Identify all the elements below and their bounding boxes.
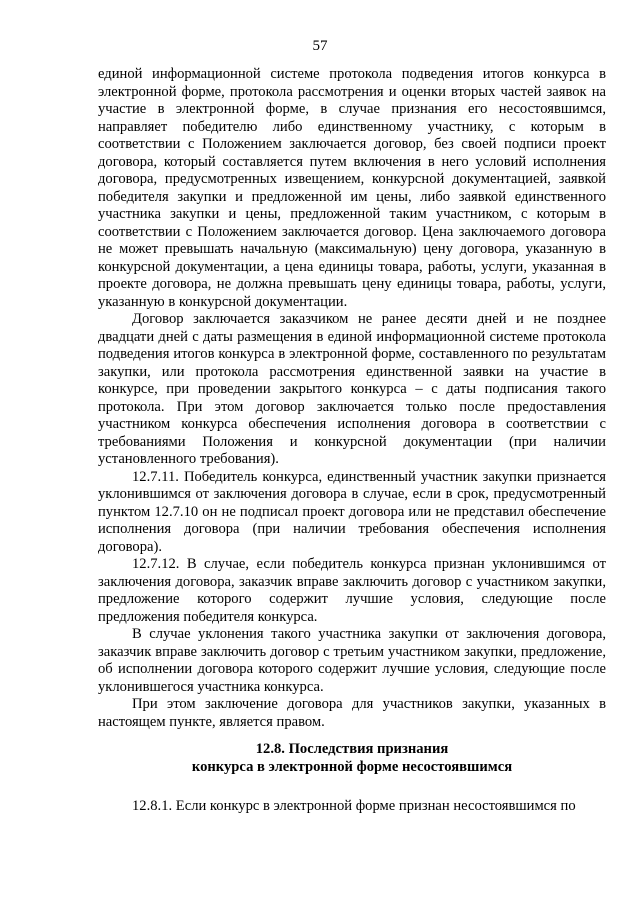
clause-number: 12.8.1. xyxy=(132,798,173,814)
clause-text: Если конкурс в электронной форме признан несостоявшимся по xyxy=(175,798,576,814)
paragraph-right-note: При этом заключение договора для участников закупки, указанных в настоящем пункте, является правом. xyxy=(98,696,606,730)
section-heading-line-1: 12.8. Последствия признания xyxy=(255,741,449,757)
paragraph-12-7-11 xyxy=(98,469,606,557)
section-heading xyxy=(98,741,606,776)
paragraph-12-7-12 xyxy=(98,556,606,626)
section-heading-line-2: конкурса в электронной форме несостоявшимся xyxy=(191,758,513,775)
page-number: 57 xyxy=(312,38,328,54)
clause-number: 12.7.12. xyxy=(132,556,180,572)
paragraph-third-participant: В случае уклонения такого участника закупки от заключения договора, заказчик вправе заключить договор с третьим участником закупки, предложение, об исполнении договора которого содержит лучшие условия, следующие после уклонившегося участника конкурса. xyxy=(98,626,606,695)
paragraph-contract-timing: Договор заключается заказчиком не ранее десяти дней и не позднее двадцати дней с даты размещения в единой информационной системе протокола подведения итогов конкурса в электронной форме, составленного по результатам закупки, или протокола рассмотрения единственной заявки на участие в конкурсе, при проведении закрытого конкурса – с даты подписания такого протокола. При этом договор заключается только после предоставления участником конкурса обеспечения исполнения договора в соответствии с требованиями Положения и конкурсной документации (при наличии установленного требования). xyxy=(98,311,606,467)
paragraph-contract-procedure: единой информационной системе протокола подведения итогов конкурса в электронной форме, протокола рассмотрения и оценки вторых частей заявок на участие в электронной форме, в случае признания его несостоявшимся, направляет победителю либо единственному участнику, с которым в соответствии с Положением заключается договор, без своей подписи проект договора, который составляется путем включения в него условий исполнения договора, предусмотренных извещением, конкурсной документацией, заявкой победителя закупки и предложенной им цены, либо заявкой единственного участника закупки и цены, предложенной таким участником, с которым в соответствии с Положением заключается договор. Цена заключаемого договора не может превышать начальную (максимальную) цену договора, указанную в конкурсной документации, а цена единицы товара, работы, услуги, указанная в проекте договора, не должна превышать цену единицы товара, работы, услуги, указанную в конкурсной документации. xyxy=(98,66,606,310)
document-body xyxy=(98,66,606,816)
clause-text: Победитель конкурса, единственный участник закупки признается уклонившимся от заключения договора в случае, если в срок, предусмотренный пунктом 12.7.10 он не подписал проект договора или не представил обеспечение исполнения договора (при наличии требования обеспечения исполнения договора). xyxy=(98,468,607,555)
paragraph-12-8-1 xyxy=(98,798,606,816)
clause-text: В случае, если победитель конкурса признан уклонившимся от заключения договора, заказчик вправе заключить договор с участником закупки, предложение которого содержит лучшие условия, следующие после предложения победителя конкурса. xyxy=(98,556,606,625)
clause-number: 12.7.11. xyxy=(132,468,179,485)
